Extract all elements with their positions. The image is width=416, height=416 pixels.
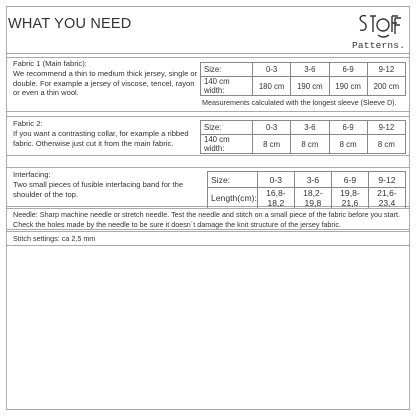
table-row xyxy=(208,188,406,209)
stitch-text: Stitch settings: ca 2,5 mm xyxy=(13,234,96,243)
fabric1-table xyxy=(200,62,406,96)
table-cell: 8 cm xyxy=(367,135,405,154)
table-cell: Size: xyxy=(208,172,258,188)
logo-subtitle: Patterns. xyxy=(352,40,406,51)
interfacing-section xyxy=(7,167,409,207)
table-cell: 190 cm xyxy=(291,77,329,96)
table-cell: 8 cm xyxy=(253,135,291,154)
brand-logo xyxy=(356,10,404,40)
table-cell: Length(cm): xyxy=(208,188,258,209)
table-cell: 6-9 xyxy=(329,63,367,77)
table-cell: 6-9 xyxy=(329,121,367,135)
fabric2-section xyxy=(7,116,409,156)
table-cell: 19,8-21,6 xyxy=(331,188,368,209)
table-cell: 0-3 xyxy=(253,63,291,77)
table-cell: 140 cm width: xyxy=(201,77,253,96)
fabric2-table xyxy=(200,120,406,154)
page-title: WHAT YOU NEED xyxy=(8,16,132,32)
table-cell: 18,2-19,8 xyxy=(294,188,331,209)
table-row xyxy=(208,172,406,188)
table-cell: 9-12 xyxy=(367,121,405,135)
table-cell: Size: xyxy=(201,121,253,135)
table-cell: 9-12 xyxy=(368,172,405,188)
table-cell: 0-3 xyxy=(253,121,291,135)
table-cell: Size: xyxy=(201,63,253,77)
table-cell: 200 cm xyxy=(367,77,405,96)
table-row xyxy=(201,63,406,77)
needle-text: Needle: Sharp machine needle or stretch needle. Test the needle and stitch on a small piece of the fabric before you start. Check the holes made by the needle to be sure it doesn´t damage the knit structure of the jersey fabric. xyxy=(13,210,401,229)
interfacing-table xyxy=(207,171,406,209)
table-cell: 3-6 xyxy=(291,63,329,77)
table-cell: 0-3 xyxy=(257,172,294,188)
fabric2-description: Fabric 2: If you want a contrasting collar, for example a ribbed fabric. Otherwise just cut it from the main fabric. xyxy=(13,119,189,148)
table-cell: 140 cm width: xyxy=(201,135,253,154)
table-cell: 16,8-18,2 xyxy=(257,188,294,209)
fabric1-description: Fabric 1 (Main fabric): We recommend a thin to medium thick jersey, single or double. For example a jersey of viscose, tencel, rayon or even a thin wool. xyxy=(13,59,198,98)
table-cell: 6-9 xyxy=(331,172,368,188)
table-cell: 8 cm xyxy=(291,135,329,154)
table-cell: 180 cm xyxy=(253,77,291,96)
table-cell: 8 cm xyxy=(329,135,367,154)
fabric1-note: Measurements calculated with the longest sleeve (Sleeve D). xyxy=(202,98,397,107)
stitch-section xyxy=(7,231,409,246)
needle-section xyxy=(7,208,409,230)
fabric1-section xyxy=(7,57,409,112)
table-cell: 3-6 xyxy=(294,172,331,188)
table-cell: 9-12 xyxy=(367,63,405,77)
table-cell: 21,6-23,4 xyxy=(368,188,405,209)
table-row xyxy=(201,77,406,96)
table-row xyxy=(201,135,406,154)
table-cell: 190 cm xyxy=(329,77,367,96)
interfacing-description: Interfacing: Two small pieces of fusible interfacing band for the shoulder of the top. xyxy=(13,170,184,199)
table-cell: 3-6 xyxy=(291,121,329,135)
table-row xyxy=(201,121,406,135)
